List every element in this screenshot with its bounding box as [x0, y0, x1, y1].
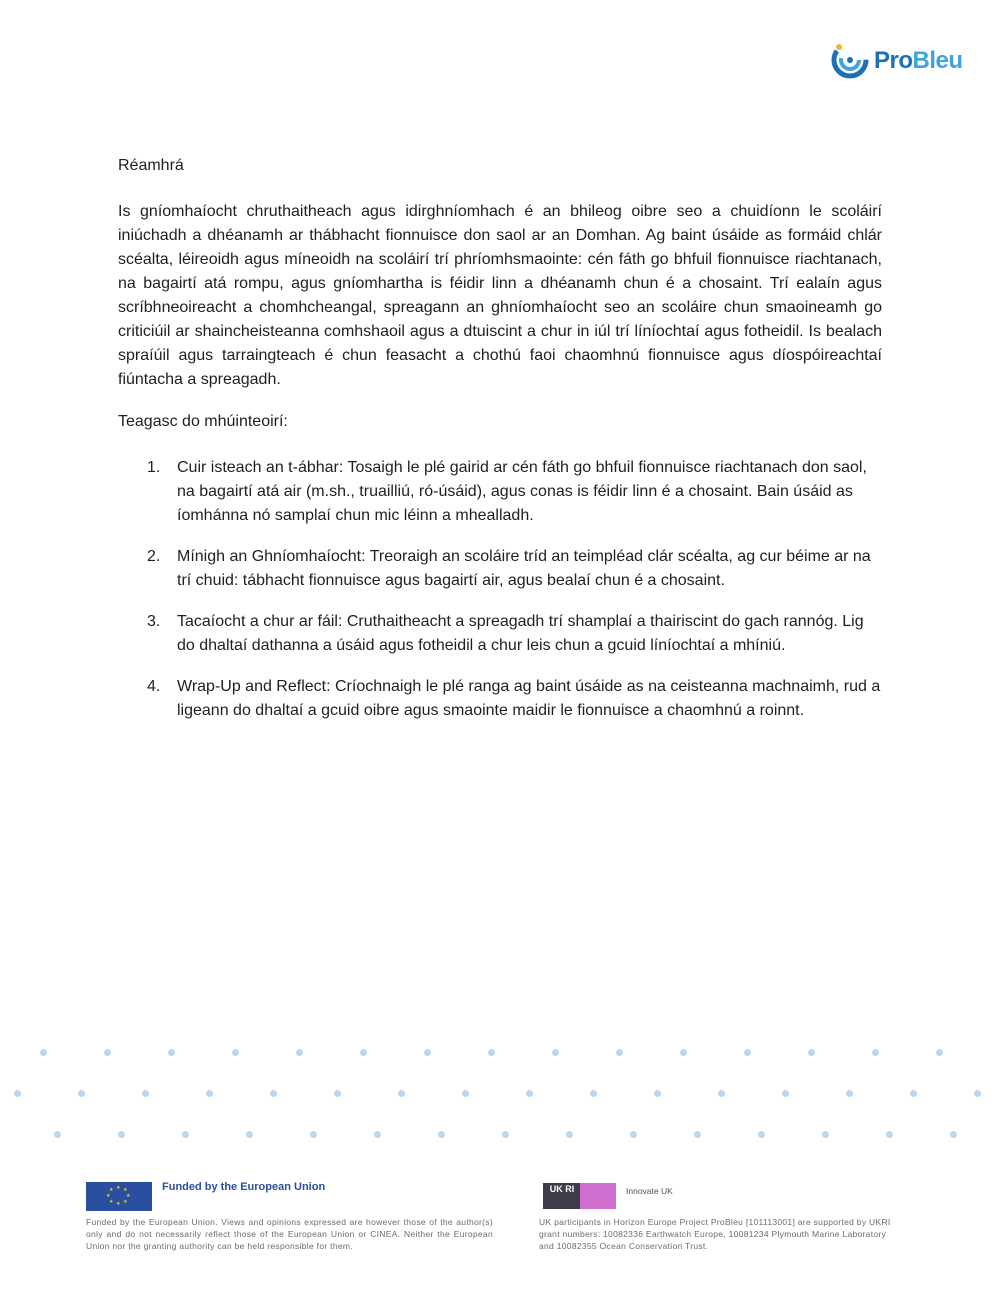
document-body: [118, 154, 882, 740]
decorative-dot: [104, 1049, 111, 1056]
list-item: [118, 456, 882, 528]
list-item-number: 1.: [147, 459, 161, 476]
decorative-dot: [360, 1049, 367, 1056]
decorative-dot: [552, 1049, 559, 1056]
decorative-dot: [974, 1090, 981, 1097]
list-item: [118, 545, 882, 593]
decorative-dot: [424, 1049, 431, 1056]
decorative-dot: [462, 1090, 469, 1097]
funding-footer: [0, 1178, 1000, 1278]
decorative-dot: [630, 1131, 637, 1138]
decorative-dot: [334, 1090, 341, 1097]
decorative-dot: [822, 1131, 829, 1138]
decorative-dot: [270, 1090, 277, 1097]
decorative-dot: [590, 1090, 597, 1097]
probleu-logo: [830, 40, 980, 80]
decorative-dot: [616, 1049, 623, 1056]
decorative-dot: [502, 1131, 509, 1138]
decorative-dot: [142, 1090, 149, 1097]
decorative-dot: [488, 1049, 495, 1056]
decorative-dot: [950, 1131, 957, 1138]
decorative-dot: [232, 1049, 239, 1056]
decorative-dot-pattern: [0, 1040, 1000, 1150]
list-item-text: Tacaíocht a chur ar fáil: Cruthaitheacht a spreagadh trí shamplaí a thairiscint do gach rannóg. Lig do dhaltaí dathanna a úsáid agus fotheidil a chur leis chun a gcuid líníochtaí a mhíniú.: [177, 613, 864, 654]
decorative-dot: [886, 1131, 893, 1138]
list-item-number: 4.: [147, 678, 161, 695]
decorative-dot: [168, 1049, 175, 1056]
decorative-dot: [718, 1090, 725, 1097]
decorative-dot: [910, 1090, 917, 1097]
decorative-dot: [296, 1049, 303, 1056]
decorative-dot: [40, 1049, 47, 1056]
decorative-dot: [310, 1131, 317, 1138]
list-item-text: Mínigh an Ghníomhaíocht: Treoraigh an scoláire tríd an teimpléad clár scéalta, ag cur béime ar na trí chuid: tábhacht fionnuisce agus bagairtí air, agus bealaí chun é a chosaint.: [177, 548, 871, 589]
guidance-steps-list: [118, 456, 882, 723]
decorative-dot: [398, 1090, 405, 1097]
decorative-dot: [182, 1131, 189, 1138]
decorative-dot: [566, 1131, 573, 1138]
list-item-text: Wrap-Up and Reflect: Críochnaigh le plé ranga ag baint úsáide as na ceisteanna machnaimh, rud a ligeann do dhaltaí a gcuid oibre agus smaointe maidir le fionnuisce a chaomhnú a roinnt.: [177, 678, 881, 719]
section-heading: Réamhrá: [118, 157, 184, 174]
decorative-dot: [206, 1090, 213, 1097]
eu-disclaimer: Funded by the European Union. Views and opinions expressed are however those of the author(s) only and do not necessarily reflect those of the European Union or CINEA. Neither the European Union nor the granting authority can be held responsible for them.: [86, 1217, 493, 1251]
list-item-number: 3.: [147, 613, 161, 630]
probleu-swirl-icon: [830, 40, 870, 80]
decorative-dot: [438, 1131, 445, 1138]
decorative-dot: [680, 1049, 687, 1056]
list-item-number: 2.: [147, 548, 161, 565]
decorative-dot: [118, 1131, 125, 1138]
decorative-dot: [936, 1049, 943, 1056]
decorative-dot: [872, 1049, 879, 1056]
decorative-dot: [782, 1090, 789, 1097]
decorative-dot: [846, 1090, 853, 1097]
innovate-uk-logo-icon: [580, 1183, 616, 1209]
teacher-guidance-heading: Teagasc do mhúinteoirí:: [118, 413, 288, 430]
eu-flag-icon: ★ ★ ★ ★ ★ ★ ★ ★: [86, 1182, 152, 1211]
list-item: [118, 610, 882, 658]
decorative-dot: [808, 1049, 815, 1056]
decorative-dot: [374, 1131, 381, 1138]
decorative-dot: [78, 1090, 85, 1097]
logo-wordmark: [874, 47, 963, 75]
ukri-logo: UK RI: [543, 1183, 581, 1209]
innovate-uk-label: Innovate UK: [626, 1186, 673, 1196]
decorative-dot: [694, 1131, 701, 1138]
decorative-dot: [744, 1049, 751, 1056]
list-item-text: Cuir isteach an t-ábhar: Tosaigh le plé gairid ar cén fáth go bhfuil fionnuisce riachtanach don saol, na bagairtí atá air (m.sh., truailliú, ró-úsáid), agus conas is féidir linn é a chosaint. Bain úsáid as íomhánna nó samplaí chun mic léinn a mhealladh.: [177, 459, 867, 524]
list-item: [118, 675, 882, 723]
decorative-dot: [758, 1131, 765, 1138]
eu-funding-title: Funded by the European Union: [162, 1181, 326, 1193]
decorative-dot: [54, 1131, 61, 1138]
logo-pro-text: Pro: [874, 47, 913, 74]
decorative-dot: [526, 1090, 533, 1097]
intro-paragraph: Is gníomhaíocht chruthaitheach agus idirghníomhach é an bhileog oibre seo a chuidíonn le scoláirí iniúchadh a dhéanamh ar thábhacht fionnuisce don saol ar an Domhan. Ag baint úsáide as formáid chlár scéalta, léireoidh agus míneoidh na scoláirí trí phríomhsmaointe: cén fáth go bhfuil fionnuisce riachtanach, na bagairtí atá rompu, agus gníomhartha is féidir linn a dhéanamh chun é a chosaint. Trí ealaín agus scríbhneoireacht a chomhcheangal, spreagann an ghníomhaíocht seo an scoláire chun smaoineamh go criticiúil ar shaincheisteanna comhshaoil agus a dtuiscint a chur in iúl trí líníochtaí agus fotheidil. Is bealach spraíúil agus tarraingteach é chun feasacht a chothú faoi chaomhnú fionnuisce agus díospóireachtaí fiúntacha a spreagadh.: [118, 203, 882, 388]
logo-bleu-text: Bleu: [912, 47, 963, 74]
ukri-disclaimer: UK participants in Horizon Europe Project ProBleu [101113001] are supported by UKRI grant numbers: 10082336 Earthwatch Europe, 10081234 Plymouth Marine Laboratory and 10082355 Ocean Conservation Trust.: [539, 1217, 891, 1251]
decorative-dot: [654, 1090, 661, 1097]
decorative-dot: [246, 1131, 253, 1138]
decorative-dot: [14, 1090, 21, 1097]
